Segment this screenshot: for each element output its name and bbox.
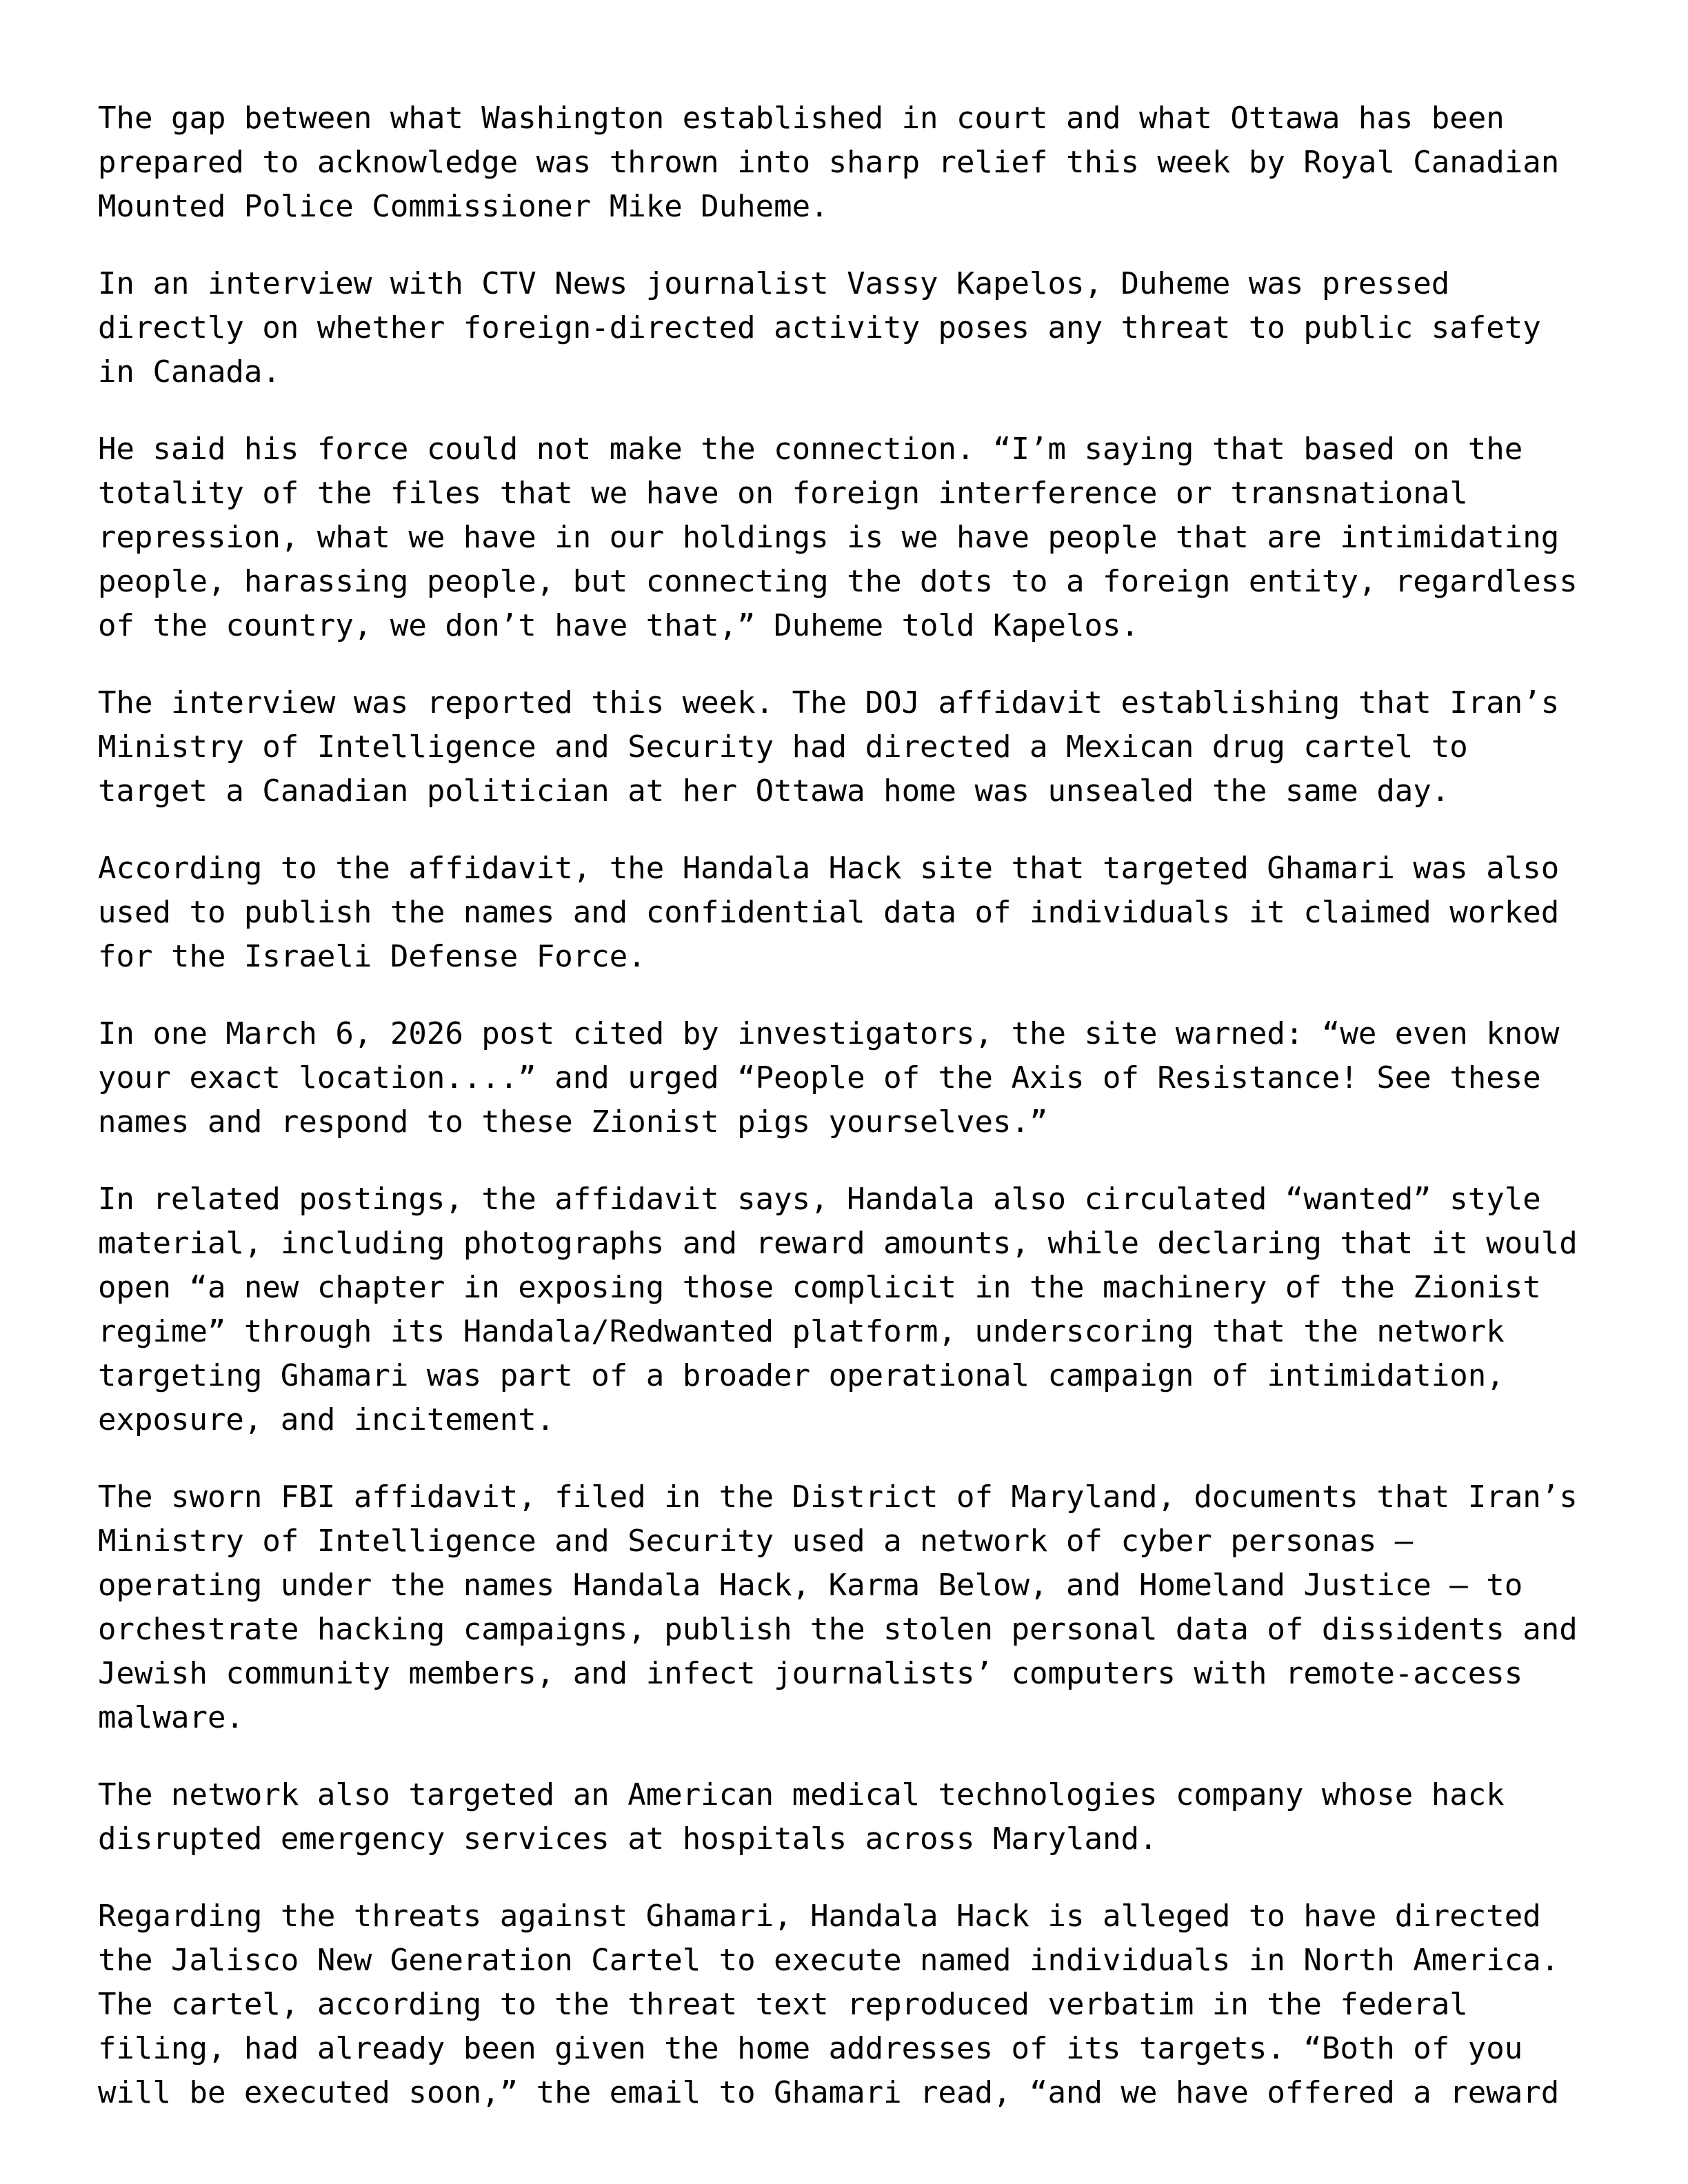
paragraph-9: The network also targeted an American medical technologies company whose hack disrupted emergency services at hospitals across Maryland. [98, 1777, 1505, 1857]
document-page [98, 97, 1601, 2148]
paragraph-4: The interview was reported this week. The DOJ affidavit establishing that Iran’s Ministry of Intelligence and Security had directed a Mexican drug cartel to target a Canadian politician at her Ottawa home was unsealed the same day. [98, 685, 1560, 809]
paragraph-2: In an interview with CTV News journalist Vassy Kapelos, Duheme was pressed directly on whether foreign-directed activity poses any threat to public safety in Canada. [98, 266, 1541, 390]
paragraph-8: The sworn FBI affidavit, filed in the District of Maryland, documents that Iran’s Ministry of Intelligence and Security used a network of cyber personas — operating under the names Handala Hack, Karma Below, and Homeland Justice — to orchestrate hacking campaigns, publish the stolen personal data of dissidents and Jewish community members, and infect journalists’ computers with remote-access malware. [98, 1479, 1578, 1735]
paragraph-10: Regarding the threats against Ghamari, Handala Hack is alleged to have directed the Jalisco New Generation Cartel to execute named individuals in North America. The cartel, according to the threat text reproduced verbatim in the federal filing, had already been given the home addresses of its targets. “Both of you will be executed soon,” the email to Ghamari read, “and we have offered a reward [98, 1899, 1560, 2110]
paragraph-6: In one March 6, 2026 post cited by investigators, the site warned: “we even know your exact location....” and urged “People of the Axis of Resistance! See these names and respond to these Zionist pigs yourselves.” [98, 1016, 1560, 1140]
paragraph-3: He said his force could not make the connection. “I’m saying that based on the totality of the files that we have on foreign interference or transnational repression, what we have in our holdings is we have people that are intimidating people, harassing people, but connecting the dots to a foreign entity, regardless of the country, we don’t have that,” Duheme told Kapelos. [98, 432, 1578, 643]
paragraph-7: In related postings, the affidavit says, Handala also circulated “wanted” style material, including photographs and reward amounts, while declaring that it would open “a new chapter in exposing those complicit in the machinery of the Zionist regime” through its Handala/Redwanted platform, underscoring that the network targeting Ghamari was part of a broader operational campaign of intimidation, exposure, and incitement. [98, 1182, 1578, 1437]
paragraph-5: According to the affidavit, the Handala Hack site that targeted Ghamari was also used to publish the names and confidential data of individuals it claimed worked for the Israeli Defense Force. [98, 851, 1560, 974]
paragraph-1: The gap between what Washington established in court and what Ottawa has been prepared to acknowledge was thrown into sharp relief this week by Royal Canadian Mounted Police Commissioner Mike Duheme. [98, 101, 1560, 224]
